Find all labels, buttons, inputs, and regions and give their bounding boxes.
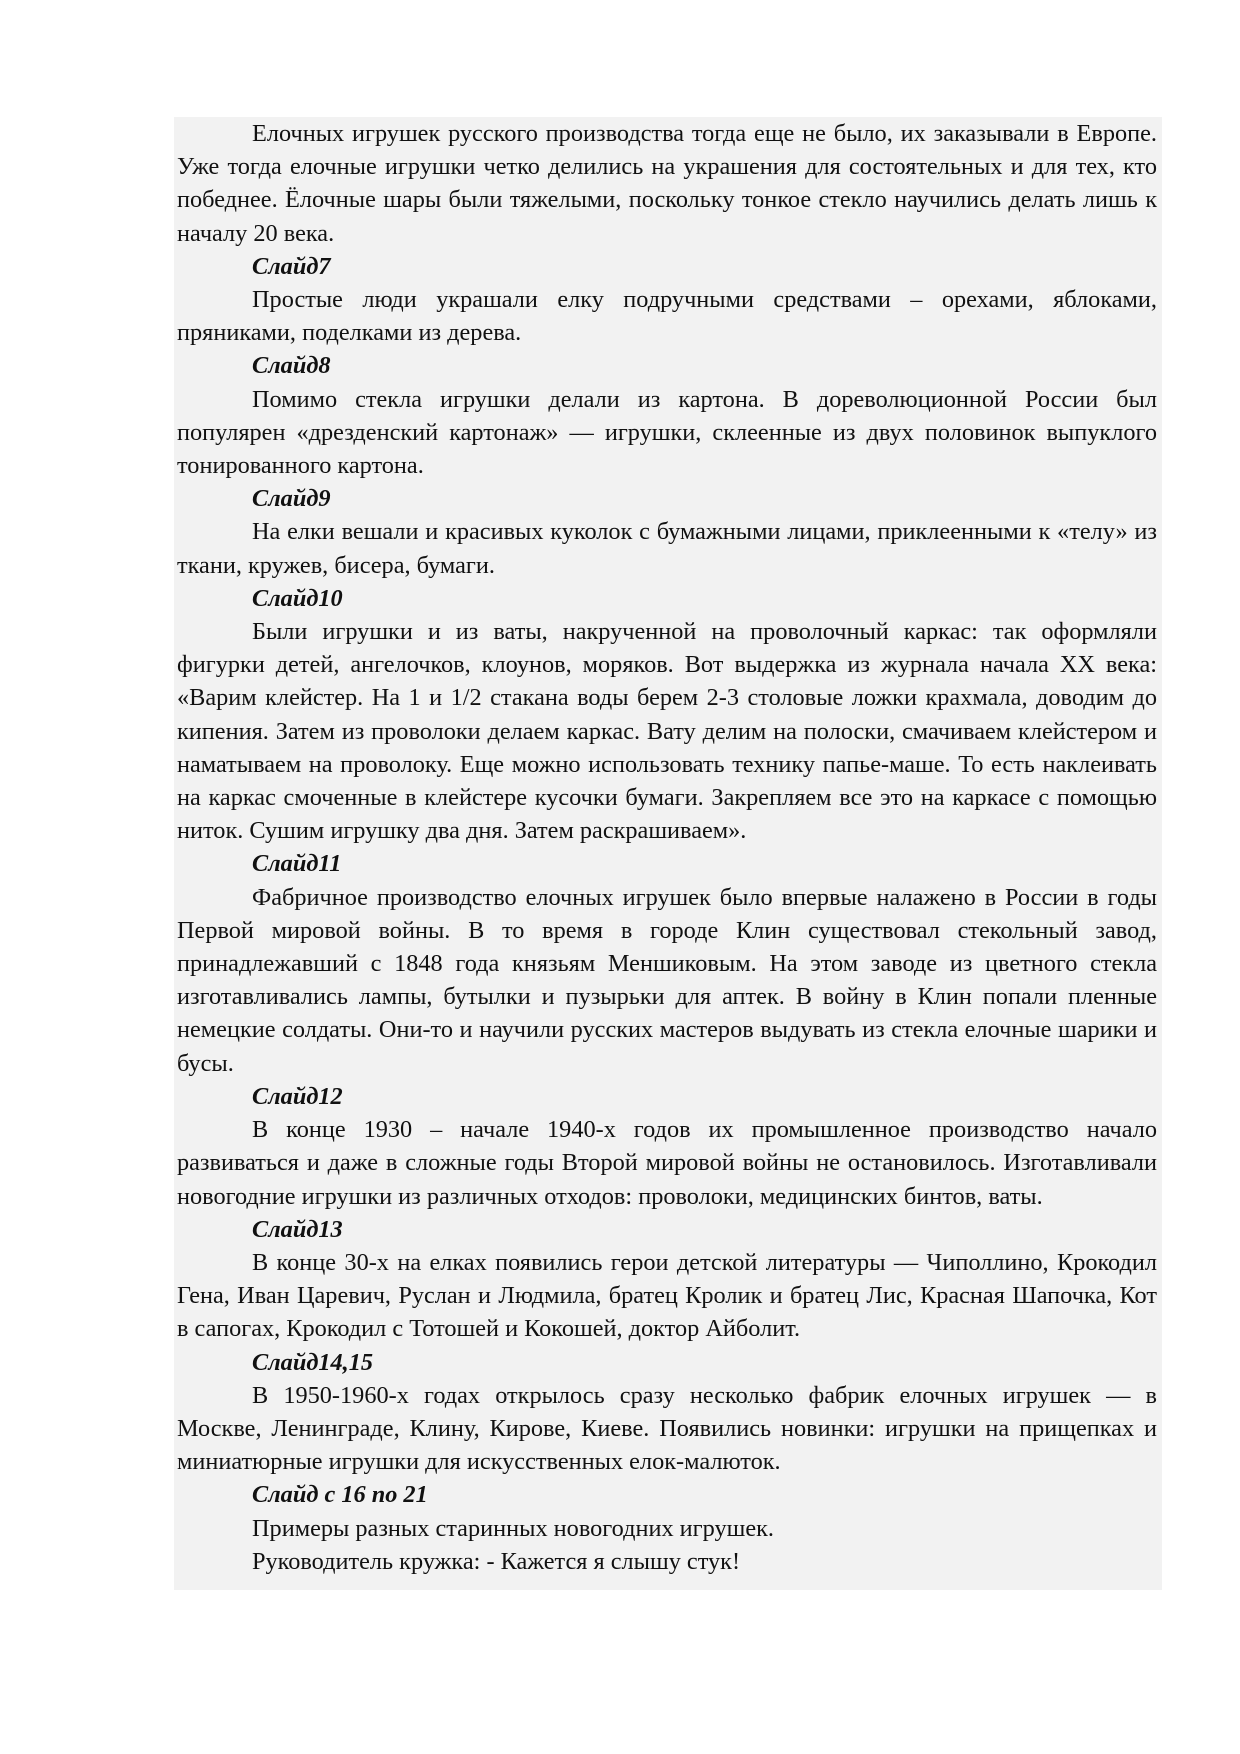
slide-heading: Слайд10 [252, 584, 343, 612]
paragraph: В 1950-1960-х годах открылось сразу несколько фабрик елочных игрушек — в Москве, Ленинграде, Клину, Кирове, Киеве. Появились новинки: игрушки на прищепках и миниатюрные игрушки для искусственных елок-малюток. [177, 1381, 1157, 1476]
paragraph: Были игрушки и из ваты, накрученной на проволочный каркас: так оформляли фигурки детей, ангелочков, клоунов, моряков. Вот выдержка из журнала начала XX века: «Варим клейстер. На 1 и 1/2 стакана воды берем 2-3 столовые ложки крахмала, доводим до кипения. Затем из проволоки делаем каркас. Вату делим на полоски, смачиваем клейстером и наматываем на проволоку. Еще можно использовать технику папье-маше. То есть наклеивать на каркас смоченные в клейстере кусочки бумаги. Закрепляем все это на каркасе с помощью ниток. Сушим игрушку два дня. Затем раскрашиваем». [177, 618, 1157, 845]
slide-heading: Слайд13 [252, 1215, 343, 1243]
paragraph: В конце 30-х на елках появились герои детской литературы — Чиполлино, Крокодил Гена, Иван Царевич, Руслан и Людмила, братец Кролик и братец Лис, Красная Шапочка, Кот в сапогах, Крокодил с Тотошей и Кокошей, доктор Айболит. [177, 1248, 1157, 1343]
slide-heading: Слайд9 [252, 485, 331, 513]
paragraph: Фабричное производство елочных игрушек было впервые налажено в России в годы Первой мировой войны. В то время в городе Клин существовал стекольный завод, принадлежавший с 1848 года князьям Меншиковым. На этом заводе из цветного стекла изготавливались лампы, бутылки и пузырьки для аптек. В войну в Клин попали пленные немецкие солдаты. Они-то и научили русских мастеров выдувать из стекла елочные шарики и бусы. [177, 883, 1157, 1077]
slide-heading: Слайд11 [252, 850, 342, 878]
slide-heading: Слайд14,15 [252, 1348, 374, 1376]
paragraph: Елочных игрушек русского производства тогда еще не было, их заказывали в Европе. Уже тогда елочные игрушки четко делились на украшения для состоятельных и для тех, кто победнее. Ёлочные шары были тяжелыми, поскольку тонкое стекло научились делать лишь к началу 20 века. [177, 120, 1157, 247]
slide-heading: Слайд с 16 по 21 [252, 1481, 428, 1509]
paragraph-dialogue: Руководитель кружка: - Кажется я слышу стук! [252, 1547, 741, 1575]
slide-heading: Слайд7 [252, 252, 331, 280]
slide-heading: Слайд12 [252, 1082, 343, 1110]
document-body [177, 117, 1157, 1578]
paragraph: На елки вешали и красивых куколок с бумажными лицами, приклеенными к «телу» из ткани, кружев, бисера, бумаги. [177, 518, 1157, 579]
paragraph: Помимо стекла игрушки делали из картона. В дореволюционной России был популярен «дрезденский картонаж» — игрушки, склеенные из двух половинок выпуклого тонированного картона. [177, 385, 1157, 480]
paragraph: В конце 1930 – начале 1940-х годов их промышленное производство начало развиваться и даже в сложные годы Второй мировой войны не остановилось. Изготавливали новогодние игрушки из различных отходов: проволоки, медицинских бинтов, ваты. [177, 1116, 1157, 1210]
paragraph: Примеры разных старинных новогодних игрушек. [252, 1514, 774, 1542]
paragraph: Простые люди украшали елку подручными средствами – орехами, яблоками, пряниками, поделками из дерева. [177, 286, 1157, 347]
slide-heading: Слайд8 [252, 352, 331, 380]
